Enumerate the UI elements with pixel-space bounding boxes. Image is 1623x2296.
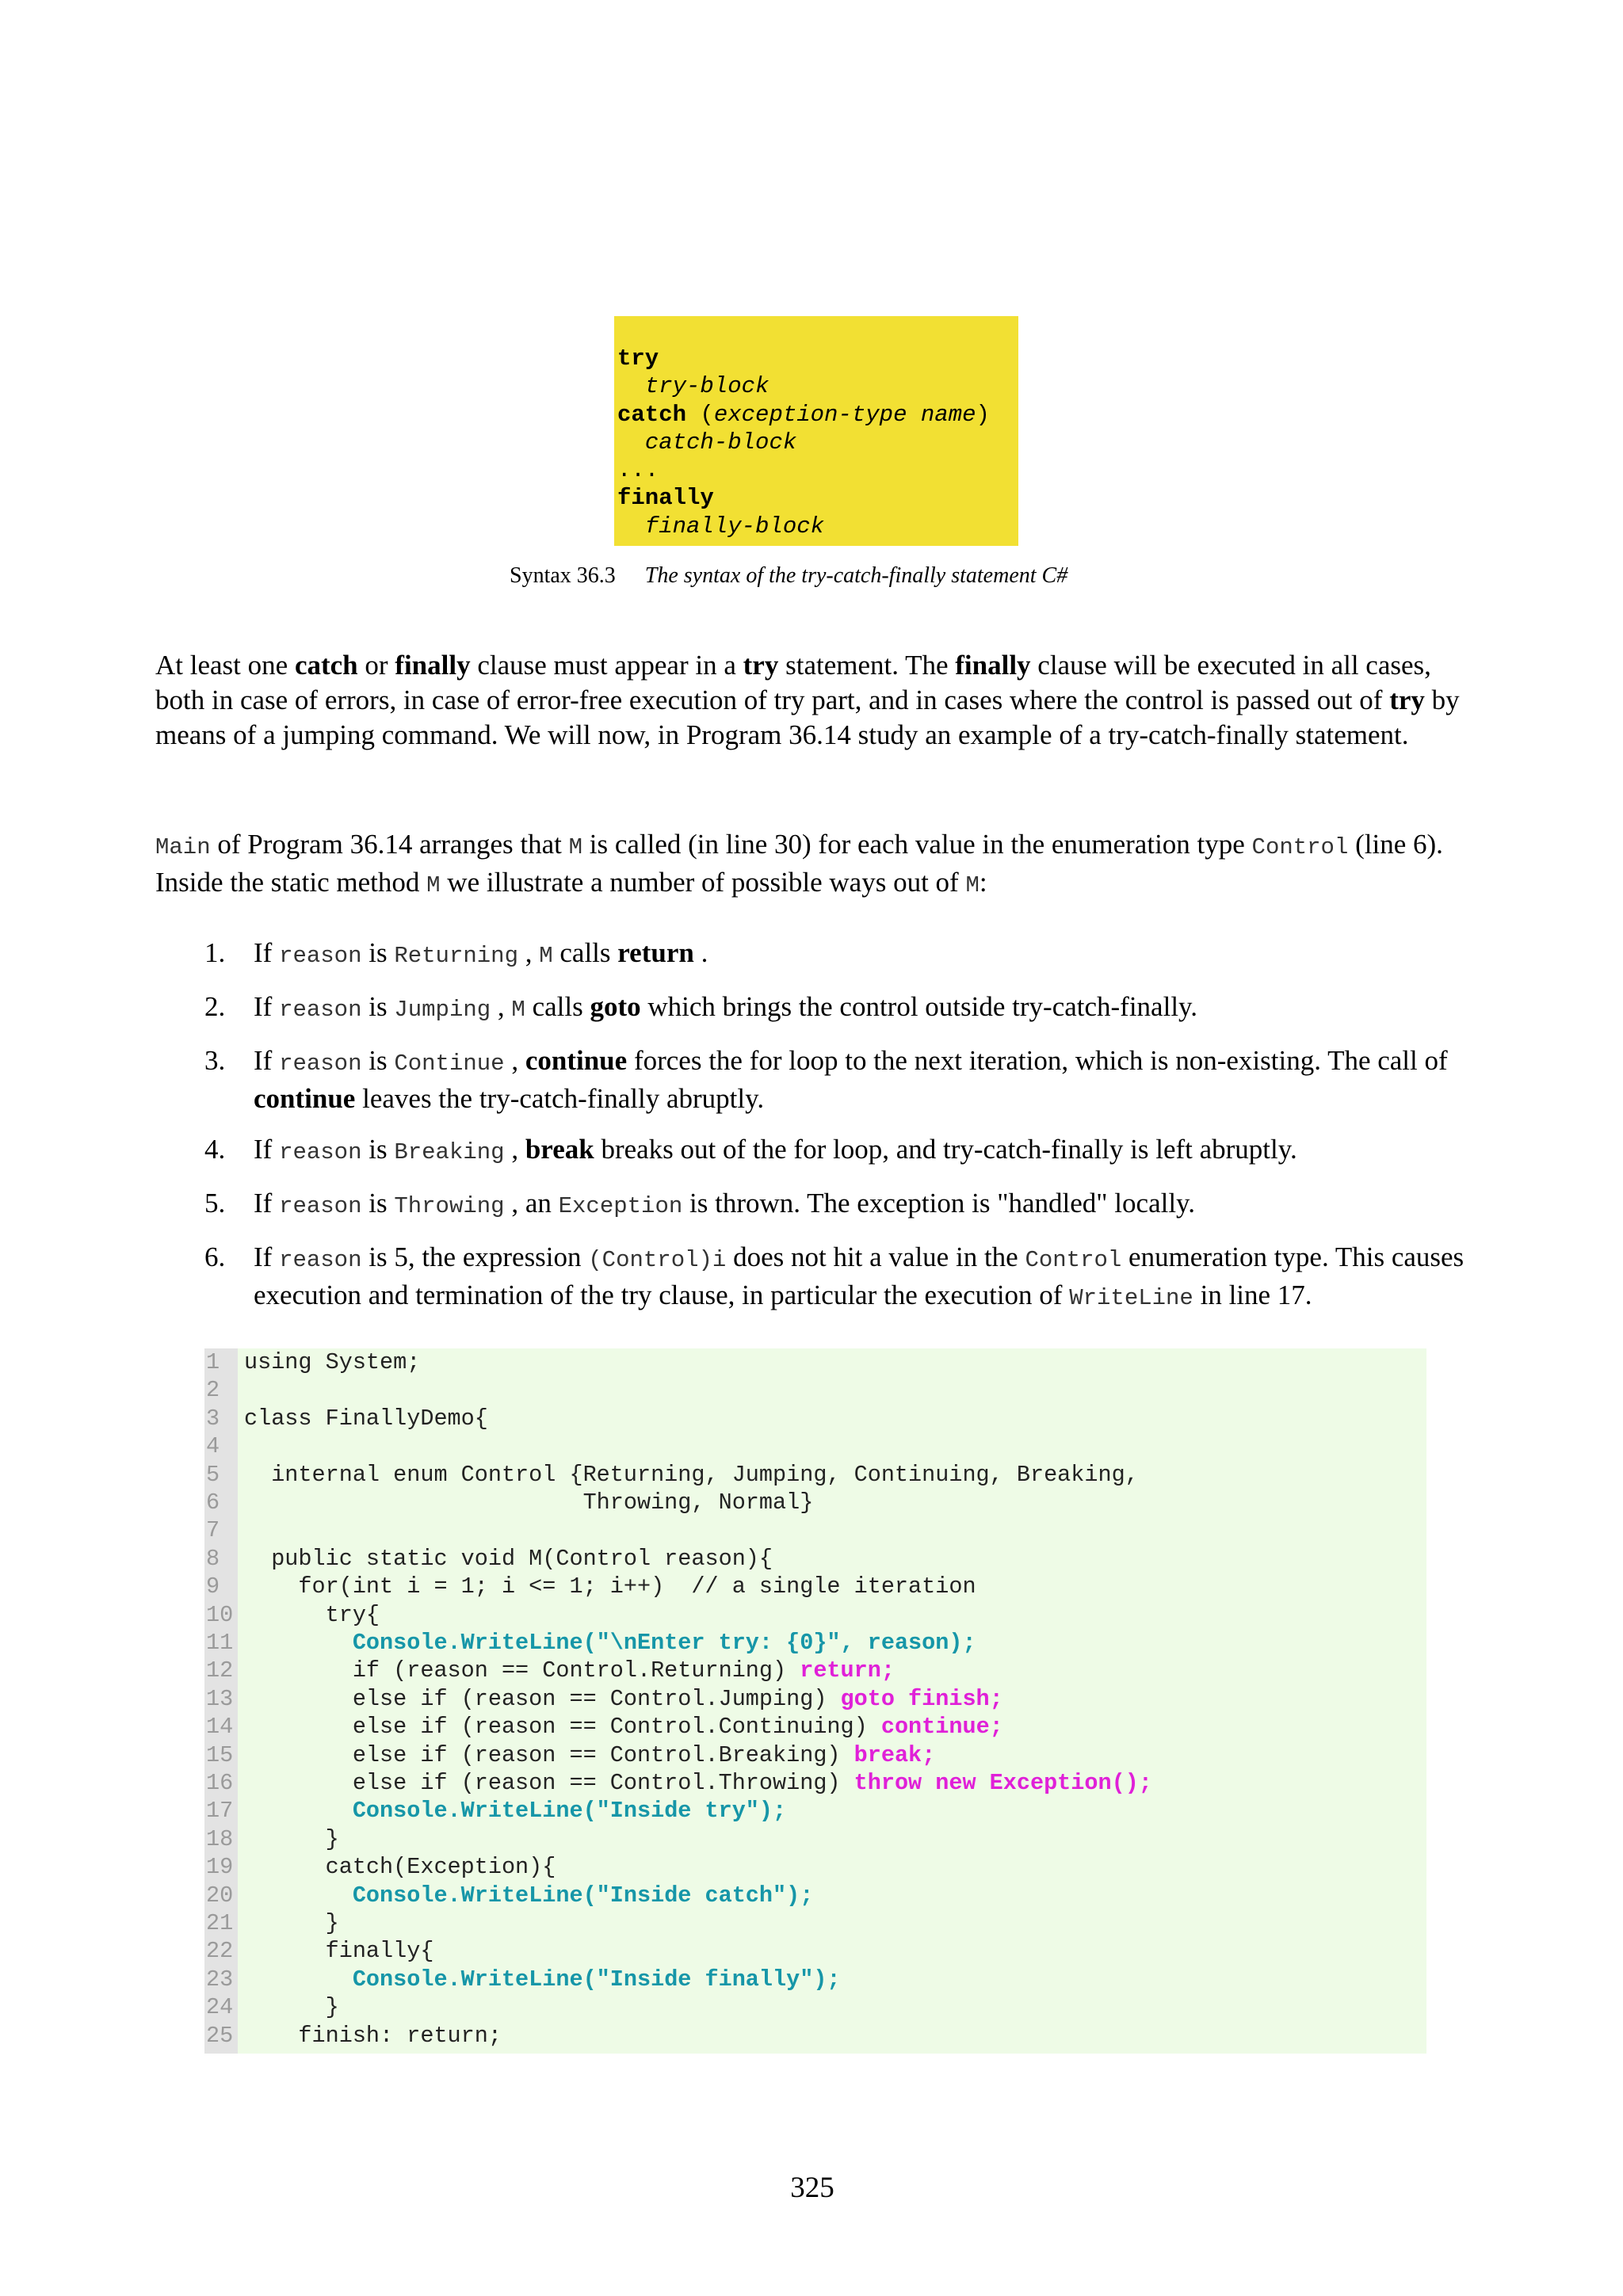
- line-number: 13: [206, 1685, 234, 1712]
- list-item: [204, 1240, 1480, 1316]
- syntax-placeholder: try-block: [644, 373, 769, 400]
- syntax-line: [617, 429, 1018, 456]
- text-run: [617, 373, 645, 399]
- text-run: clause must appear in a: [470, 650, 743, 681]
- code-line: [204, 1713, 1426, 1741]
- inline-code: reason: [279, 997, 362, 1023]
- code-line: [204, 1405, 1426, 1432]
- code-line: [204, 1629, 1426, 1657]
- line-number: 19: [206, 1854, 234, 1881]
- inline-code: M: [568, 834, 582, 860]
- text-run: for(int i = 1; i <= 1; i++) // a single iteration: [244, 1573, 976, 1600]
- bold-keyword: try: [1389, 685, 1425, 715]
- text-run: If: [254, 991, 280, 1022]
- text-run: [244, 1630, 353, 1656]
- code-line: [204, 1601, 1426, 1629]
- inline-code: reason: [279, 1139, 362, 1165]
- line-number: 5: [206, 1461, 220, 1488]
- text-run: does not hit a value in the: [726, 1241, 1025, 1272]
- syntax-caption: [510, 563, 1128, 589]
- text-run: else if (reason == Control.Throwing): [244, 1770, 854, 1796]
- text-run: or: [357, 650, 395, 681]
- syntax-keyword: try: [617, 345, 659, 372]
- text-run: finally{: [244, 1938, 434, 1965]
- code-source: [244, 1853, 556, 1881]
- inline-code: (Control)i: [588, 1247, 727, 1273]
- bold-keyword: finally: [395, 650, 471, 681]
- text-run: is 5, the expression: [361, 1241, 589, 1272]
- line-number: 1: [206, 1349, 220, 1375]
- code-source: [244, 1825, 339, 1853]
- text-run: If: [254, 1134, 280, 1165]
- code-source: [244, 1461, 1139, 1489]
- text-run: enumeration type. This causes execution and termination of the try clause, in particular the execution of: [254, 1241, 1465, 1310]
- text-run: If: [254, 1241, 280, 1272]
- inline-code: M: [965, 872, 980, 898]
- line-number: 21: [206, 1910, 234, 1936]
- inline-code: M: [426, 872, 441, 898]
- text-run: is thrown. The exception is "handled" locally.: [682, 1188, 1196, 1219]
- code-jump-statement: goto finish;: [840, 1685, 1003, 1712]
- code-source: [244, 1741, 935, 1769]
- line-number: 6: [206, 1489, 220, 1516]
- syntax-line: [617, 372, 1018, 400]
- line-number: 12: [206, 1657, 234, 1684]
- caption-label: Syntax 36.3: [510, 563, 616, 588]
- bold-keyword: break: [525, 1134, 594, 1165]
- text-run: If: [254, 1188, 280, 1219]
- line-number: 17: [206, 1798, 234, 1825]
- line-number: 24: [206, 1994, 234, 2021]
- inline-code: WriteLine: [1069, 1285, 1193, 1311]
- paragraph-try-catch-finally: [155, 648, 1479, 753]
- list-number: 1.: [204, 937, 226, 968]
- code-output-statement: Console.WriteLine("Inside finally");: [352, 1966, 841, 1993]
- bold-keyword: return: [617, 937, 694, 968]
- text-run: is: [361, 937, 395, 968]
- code-line: [204, 1825, 1426, 1853]
- text-run: ,: [504, 1045, 525, 1076]
- caption-text: The syntax of the try-catch-finally statement C#: [644, 563, 1068, 588]
- text-run: we illustrate a number of possible ways out of: [440, 867, 966, 898]
- text-run: ...: [617, 457, 659, 484]
- text-run: class FinallyDemo{: [244, 1405, 488, 1432]
- inline-code: reason: [279, 1051, 362, 1077]
- inline-code: Jumping: [394, 997, 491, 1023]
- list-item: [204, 936, 1480, 974]
- text-run: [617, 429, 645, 456]
- text-run: else if (reason == Control.Breaking): [244, 1741, 854, 1768]
- code-line: [204, 1937, 1426, 1965]
- text-run: If: [254, 937, 280, 968]
- text-run: If: [254, 1045, 280, 1076]
- line-number: 23: [206, 1966, 234, 1993]
- code-line: [204, 1657, 1426, 1684]
- bold-keyword: continue: [254, 1083, 356, 1114]
- list-text: [254, 1241, 1464, 1310]
- syntax-keyword: catch: [617, 401, 687, 428]
- inline-code: reason: [279, 943, 362, 969]
- bold-keyword: try: [743, 650, 779, 681]
- text-run: ,: [504, 1134, 525, 1165]
- text-run: finish: return;: [244, 2022, 502, 2049]
- text-run: is: [361, 1188, 395, 1219]
- line-number: 9: [206, 1573, 220, 1600]
- code-source: [244, 1882, 813, 1909]
- text-run: , an: [504, 1188, 559, 1219]
- text-run: :: [979, 867, 987, 898]
- code-line: [204, 1489, 1426, 1516]
- list-item: [204, 1132, 1480, 1170]
- code-source: [244, 1937, 433, 1965]
- bold-keyword: catch: [294, 650, 358, 681]
- inline-code: reason: [279, 1193, 362, 1219]
- text-run: At least one: [155, 650, 295, 681]
- code-line: [204, 1993, 1426, 2021]
- line-number: 8: [206, 1545, 220, 1572]
- code-line: [204, 2022, 1426, 2050]
- inline-code: M: [511, 997, 525, 1023]
- text-run: forces the for loop to the next iteration, which is non-existing. The call of: [627, 1045, 1448, 1076]
- text-run: clause will be executed in all cases, both in case of errors, in case of error-free execution of try part, and in cases where the control is passed out of: [155, 650, 1431, 715]
- line-number: 3: [206, 1405, 220, 1432]
- line-number: 2: [206, 1377, 220, 1404]
- list-item: [204, 990, 1480, 1028]
- text-run: which brings the control outside try-catch-finally.: [640, 991, 1198, 1022]
- syntax-keyword: finally: [617, 485, 714, 512]
- text-run: is: [361, 991, 395, 1022]
- text-run: using System;: [244, 1349, 421, 1375]
- text-run: ): [976, 401, 990, 428]
- list-text: [254, 1134, 1297, 1165]
- code-line: [204, 1545, 1426, 1573]
- text-run: ,: [491, 991, 512, 1022]
- code-line: [204, 1797, 1426, 1825]
- text-run: (: [686, 401, 714, 428]
- text-run: }: [244, 1994, 339, 2021]
- list-item: [204, 1186, 1480, 1224]
- code-line: [204, 1909, 1426, 1937]
- line-number: 4: [206, 1433, 220, 1460]
- text-run: try{: [244, 1601, 380, 1628]
- text-run: calls: [525, 991, 590, 1022]
- text-run: leaves the try-catch-finally abruptly.: [355, 1083, 765, 1114]
- text-run: is called (in line 30) for each value in the enumeration type: [582, 829, 1252, 860]
- syntax-box: [614, 316, 1018, 546]
- list-text: [254, 1188, 1195, 1219]
- text-run: }: [244, 1910, 339, 1936]
- inline-code: M: [539, 943, 553, 969]
- text-run: breaks out of the for loop, and try-catch-finally is left abruptly.: [594, 1134, 1297, 1165]
- program-listing: [204, 1348, 1426, 2054]
- line-number: 15: [206, 1741, 234, 1768]
- line-number: 22: [206, 1938, 234, 1965]
- text-run: by means of a jumping command. We will now, in Program 36.14 study an example of a try-catch-finally statement.: [155, 685, 1460, 750]
- code-output-statement: Console.WriteLine("Inside try");: [352, 1798, 787, 1825]
- code-source: [244, 1993, 339, 2021]
- line-number: 20: [206, 1882, 234, 1909]
- inline-code: Control: [1251, 834, 1349, 860]
- code-line: [204, 1966, 1426, 1993]
- text-run: [244, 1882, 353, 1909]
- line-number: 25: [206, 2022, 234, 2049]
- text-run: is: [361, 1134, 395, 1165]
- text-run: of Program 36.14 arranges that: [210, 829, 569, 860]
- syntax-line: [617, 401, 1018, 429]
- line-number: 16: [206, 1770, 234, 1796]
- code-source: [244, 2022, 502, 2050]
- code-source: [244, 1601, 380, 1629]
- bold-keyword: continue: [525, 1045, 628, 1076]
- reason-list: [204, 936, 1480, 1332]
- code-line: [204, 1461, 1426, 1489]
- syntax-line: [617, 345, 1018, 372]
- code-source: [244, 1545, 773, 1573]
- list-text: [254, 991, 1197, 1022]
- text-run: Throwing, Normal}: [244, 1489, 814, 1516]
- list-text: [254, 937, 708, 968]
- code-output-statement: Console.WriteLine("Inside catch");: [352, 1882, 814, 1909]
- text-run: statement. The: [778, 650, 956, 681]
- line-number: 11: [206, 1630, 234, 1656]
- code-line: [204, 1432, 1426, 1460]
- code-source: [244, 1713, 1003, 1741]
- code-source: [244, 1489, 813, 1516]
- code-jump-statement: throw new Exception();: [854, 1770, 1152, 1796]
- paragraph-main-description: [155, 827, 1479, 903]
- text-run: else if (reason == Control.Continuing): [244, 1714, 881, 1741]
- code-line: [204, 1516, 1426, 1544]
- bold-keyword: finally: [955, 650, 1031, 681]
- text-run: ,: [517, 937, 540, 968]
- list-number: 4.: [204, 1134, 226, 1165]
- text-run: catch(Exception){: [244, 1854, 556, 1881]
- code-line: [204, 1376, 1426, 1404]
- code-source: [244, 1657, 895, 1684]
- code-source: [244, 1797, 786, 1825]
- code-line: [204, 1853, 1426, 1881]
- text-run: public static void M(Control reason){: [244, 1545, 773, 1572]
- code-source: [244, 1769, 1152, 1797]
- syntax-line: [617, 484, 1018, 512]
- code-output-statement: Console.WriteLine("\nEnter try: {0}", reason);: [352, 1630, 976, 1656]
- list-item: [204, 1043, 1480, 1116]
- line-number: 10: [206, 1601, 234, 1628]
- inline-code: Exception: [558, 1193, 683, 1219]
- inline-code: Throwing: [394, 1193, 505, 1219]
- inline-code: Main: [155, 834, 211, 860]
- code-source: [244, 1573, 976, 1600]
- code-source: [244, 1685, 1003, 1713]
- text-run: [244, 1966, 353, 1993]
- syntax-placeholder: catch-block: [644, 429, 797, 456]
- line-number: 18: [206, 1825, 234, 1852]
- syntax-placeholder: finally-block: [644, 513, 825, 540]
- text-run: is: [361, 1045, 395, 1076]
- inline-code: Returning: [394, 943, 518, 969]
- syntax-line: [617, 513, 1018, 540]
- code-jump-statement: continue;: [880, 1714, 1003, 1741]
- list-number: 3.: [204, 1045, 226, 1076]
- bold-keyword: goto: [590, 991, 641, 1022]
- inline-code: reason: [279, 1247, 362, 1273]
- code-jump-statement: break;: [854, 1741, 936, 1768]
- text-run: [244, 1798, 353, 1824]
- text-run: .: [693, 937, 708, 968]
- line-number: 14: [206, 1714, 234, 1741]
- syntax-line: [617, 456, 1018, 484]
- line-number: 7: [206, 1517, 220, 1544]
- text-run: [617, 513, 645, 540]
- text-run: (line 6). Inside the static method: [155, 829, 1443, 898]
- code-source: [244, 1405, 488, 1432]
- code-line: [204, 1741, 1426, 1769]
- list-text: [254, 1045, 1448, 1114]
- list-number: 2.: [204, 991, 226, 1022]
- code-source: [244, 1966, 841, 1993]
- list-number: 5.: [204, 1188, 226, 1219]
- code-source: [244, 1348, 420, 1376]
- inline-code: Control: [1025, 1247, 1122, 1273]
- text-run: }: [244, 1825, 339, 1852]
- code-source: [244, 1909, 339, 1937]
- text-run: else if (reason == Control.Jumping): [244, 1685, 841, 1712]
- text-run: internal enum Control {Returning, Jumping, Continuing, Breaking,: [244, 1461, 1139, 1488]
- text-run: in line 17.: [1193, 1280, 1312, 1310]
- code-line: [204, 1685, 1426, 1713]
- text-run: if (reason == Control.Returning): [244, 1657, 800, 1684]
- code-line: [204, 1348, 1426, 1376]
- code-line: [204, 1769, 1426, 1797]
- inline-code: Continue: [394, 1051, 505, 1077]
- list-number: 6.: [204, 1241, 226, 1272]
- code-line: [204, 1573, 1426, 1600]
- page-number: 325: [790, 2172, 834, 2204]
- inline-code: Breaking: [394, 1139, 505, 1165]
- code-line: [204, 1882, 1426, 1909]
- syntax-placeholder: exception-type name: [713, 401, 976, 428]
- code-source: [244, 1629, 976, 1657]
- code-jump-statement: return;: [800, 1657, 895, 1684]
- text-run: calls: [552, 937, 618, 968]
